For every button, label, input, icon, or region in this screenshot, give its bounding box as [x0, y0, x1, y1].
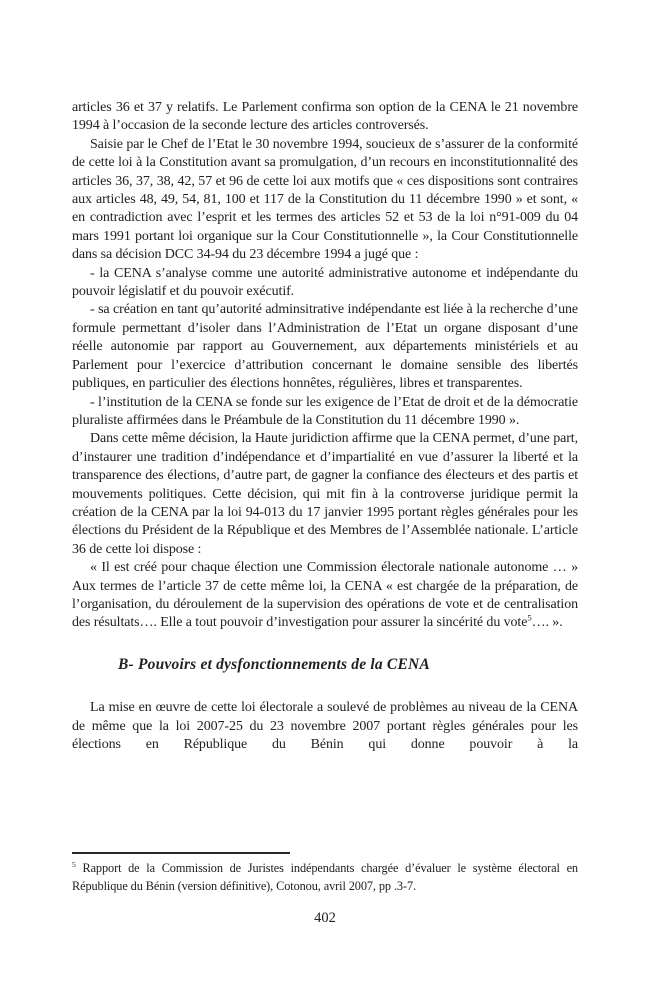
paragraph: articles 36 et 37 y relatifs. Le Parlement confirma son option de la CENA le 21 novembre 1994 à l’occasion de la seconde lecture des articles controversés.: [72, 100, 578, 134]
paragraph: Saisie par le Chef de l’Etat le 30 novembre 1994, soucieux de s’assurer de la conformité de cette loi à la Constitution avant sa promulgation, d’un recours en inconstitutionnalité des articles 36, 37, 38, 42, 57 et 96 de cette loi aux motifs que « ces dispositions sont contraires aux articles 48, 49, 54, 81, 100 et 117 de la Constitution du 11 décembre 1990 » et sont, « en contradiction avec l’esprit et les termes des articles 52 et 53 de la loi n°91-009 du 04 mars 1991 portant loi organique sur la Cour Constitutionnelle », la Cour Constitutionnelle dans sa décision DCC 34-94 du 23 décembre 1994 a jugé que :: [72, 136, 578, 263]
paragraph: La mise en œuvre de cette loi électorale a soulevé de problèmes au niveau de la CENA de même que la loi 2007-25 du 23 novembre 2007 portant règles générales pour les élections en République du Bénin qui donne pouvoir à la: [72, 700, 578, 752]
footnote-separator: [72, 852, 290, 854]
footnote-text: Rapport de la Commission de Juristes indépendants chargée d’évaluer le système électoral en République du Bénin (version définitive), Cotonou, avril 2007, pp .3-7.: [72, 860, 578, 894]
quote-text: « Il est créé pour chaque élection une Commission électorale nationale autonome … » Aux termes de l’article 37 de cette même loi, la CENA « est chargée de la préparation, de l’organisation, du déroulement de la supervision des opérations de vote et de centralisation des résultats…. Elle a tout pouvoir d’investigation pour assurer la sincérité du vote: [72, 560, 578, 631]
quote-paragraph: [72, 559, 578, 633]
paragraph: Dans cette même décision, la Haute juridiction affirme que la CENA permet, d’une part, d’instaurer une tradition d’indépendance et d’impartialité en vue d’assurer la liberté et la transparence des élections, d’autre part, de gagner la confiance des électeurs et des partis et mouvements politiques. Cette décision, qui mit fin à la controverse juridique permit la création de la CENA par la loi 94-013 du 17 janvier 1995 portant règles générales pour les élections du Président de la République et des Membres de l’Assemblée nationale. L’article 36 de cette loi dispose :: [72, 431, 578, 557]
footnote-marker: 5: [72, 859, 76, 869]
body-text: [72, 99, 578, 754]
list-item-decision: - sa création en tant qu’autorité adminsitrative indépendante est liée à la recherche d’une formule permettant d’isoler dans l’Administration de l’Etat un organe disposant d’une réelle autonomie par rapport au Gouvernement, aux départements ministériels et au Parlement pour l’exercice d’attribution concernant le domaine sensible des libertés publiques, en particulier des élections honnêtes, régulières, libres et transparentes.: [72, 302, 578, 392]
list-item-decision: - l’institution de la CENA se fonde sur les exigence de l’Etat de droit et de la démocratie pluraliste affirmées dans le Préambule de la Constitution du 11 décembre 1990 ».: [72, 394, 578, 428]
quote-text-end: …. ».: [531, 615, 563, 631]
list-item-decision: - la CENA s’analyse comme une autorité administrative autonome et indépendante du pouvoir législatif et du pouvoir exécutif.: [72, 265, 578, 300]
footnote-reference: 5: [527, 612, 532, 623]
section-heading: B- Pouvoirs et dysfonctionnements de la CENA: [118, 655, 430, 673]
footnote-area: [72, 852, 578, 896]
footnote: [72, 859, 578, 896]
page-number: 402: [314, 910, 336, 926]
